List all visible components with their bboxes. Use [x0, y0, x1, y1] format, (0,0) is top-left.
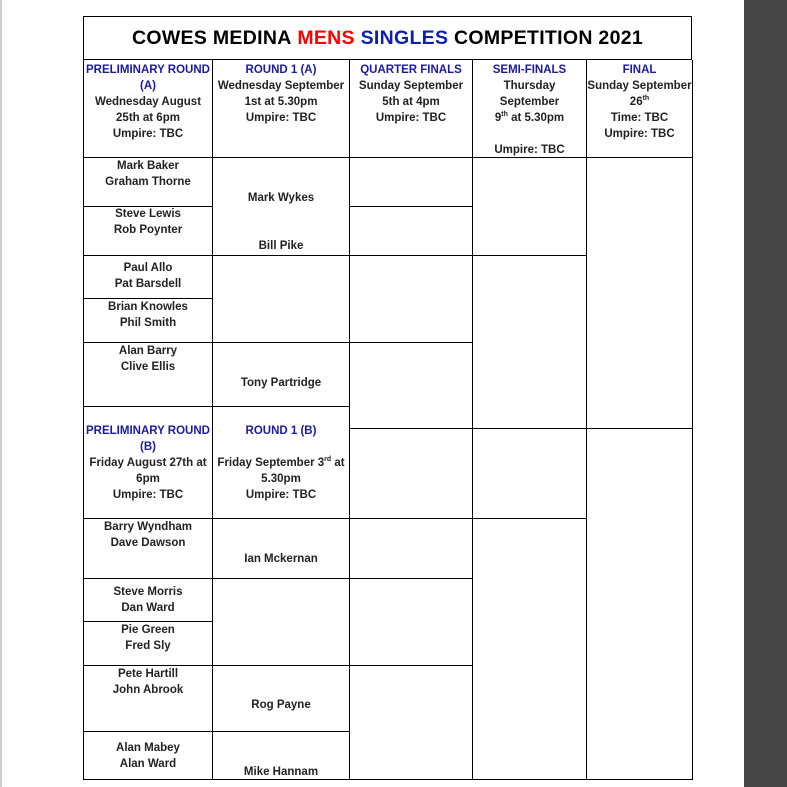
- match-prelim-b-4: [84, 666, 212, 698]
- grid-line: [83, 578, 472, 579]
- header-date: Wednesday August: [94, 96, 202, 108]
- player-name: Steve Lewis: [115, 208, 181, 220]
- header-label: PRELIMINARY ROUND (A): [86, 64, 210, 92]
- header-date: Sunday September: [358, 80, 464, 92]
- header-label: ROUND 1 (A): [245, 64, 317, 76]
- player-name: Steve Morris: [113, 586, 183, 598]
- match-prelim-b-2: [84, 584, 212, 616]
- header-time: 5.30pm: [261, 473, 301, 485]
- header-umpire: Umpire: TBC: [112, 128, 184, 140]
- header-spacer: [473, 126, 586, 142]
- header-umpire: Umpire: TBC: [245, 112, 317, 124]
- player-name: Dan Ward: [121, 602, 175, 614]
- match-prelim-a-3: [84, 260, 212, 292]
- viewer-left-edge: [0, 0, 2, 787]
- header-time: 9th at 5.30pm: [494, 111, 565, 124]
- header-time: 6pm: [136, 473, 160, 485]
- header-umpire: Umpire: TBC: [245, 489, 317, 501]
- player-name: Alan Barry: [118, 345, 178, 357]
- player-name: Alan Ward: [119, 758, 177, 770]
- player-name: Bill Pike: [258, 240, 304, 252]
- grid-line: [349, 428, 693, 429]
- competition-title: [83, 16, 692, 60]
- player-name: Phil Smith: [119, 317, 177, 329]
- header-day: 26th: [629, 95, 650, 108]
- header-round-1-b: [213, 423, 349, 503]
- header-final: [587, 62, 692, 142]
- header-date: Friday September 3rd at: [217, 456, 345, 469]
- title-part-singles: SINGLES: [360, 26, 449, 49]
- title-part-mens: MENS: [297, 26, 355, 49]
- header-date: Friday August 27th at: [89, 457, 207, 469]
- header-umpire: Umpire: TBC: [494, 144, 565, 156]
- header-label: SEMI-FINALS: [492, 64, 567, 76]
- title-part-club: COWES MEDINA: [131, 26, 292, 49]
- header-date: Wednesday September: [217, 80, 345, 92]
- header-time: 5th at 4pm: [382, 96, 440, 108]
- header-preliminary-round-b: [84, 423, 212, 503]
- match-prelim-a-1: [84, 158, 212, 190]
- header-preliminary-round-a: [84, 62, 212, 142]
- header-time: 25th at 6pm: [116, 112, 180, 124]
- match-prelim-b-5: [84, 740, 212, 772]
- player-name: Pat Barsdell: [114, 278, 182, 290]
- player-name: Pete Hartill: [117, 668, 179, 680]
- header-label: ROUND 1 (B): [245, 425, 317, 437]
- grid-line: [586, 60, 587, 780]
- player-name: Mike Hannam: [243, 766, 319, 778]
- header-umpire: Umpire: TBC: [112, 489, 184, 501]
- header-umpire: Umpire: TBC: [604, 128, 675, 140]
- header-quarter-finals: [350, 62, 472, 126]
- match-prelim-b-3: [84, 622, 212, 654]
- header-time: Time: TBC: [610, 112, 669, 124]
- title-part-competition: COMPETITION 2021: [454, 26, 644, 49]
- match-prelim-a-4: [84, 299, 212, 331]
- header-label: PRELIMINARY ROUND (B): [86, 425, 210, 453]
- player-name: John Abrook: [112, 684, 184, 696]
- player-name: Alan Mabey: [116, 742, 180, 754]
- header-label: QUARTER FINALS: [360, 64, 462, 76]
- player-name: Tony Partridge: [240, 377, 322, 389]
- header-round-1-a: [213, 62, 349, 126]
- player-name: Rog Payne: [251, 699, 311, 711]
- player-name: Ian Mckernan: [244, 553, 318, 565]
- player-name: Rob Poynter: [113, 224, 183, 236]
- player-name: Brian Knowles: [108, 301, 188, 313]
- grid-line: [692, 60, 693, 780]
- viewer-background: [744, 0, 787, 787]
- grid-line: [83, 406, 349, 407]
- player-name: Pie Green: [121, 624, 175, 636]
- player-name: Clive Ellis: [120, 361, 176, 373]
- header-label: FINAL: [622, 64, 657, 76]
- grid-line: [212, 60, 213, 780]
- player-name: Mark Wykes: [247, 192, 315, 204]
- player-name: Barry Wyndham: [104, 521, 192, 533]
- header-date: Thursday September: [499, 80, 560, 108]
- header-spacer: [213, 439, 349, 455]
- match-prelim-b-1: [84, 519, 212, 551]
- header-umpire: Umpire: TBC: [375, 112, 447, 124]
- player-name: Dave Dawson: [110, 537, 186, 549]
- player-name: Paul Allo: [123, 262, 173, 274]
- match-prelim-a-5: [84, 343, 212, 375]
- match-prelim-a-2: [84, 206, 212, 238]
- player-name: Graham Thorne: [105, 176, 191, 188]
- player-name: Mark Baker: [116, 160, 179, 172]
- header-time: 1st at 5.30pm: [244, 96, 318, 108]
- header-date: Sunday September: [587, 80, 692, 92]
- grid-line: [83, 255, 586, 256]
- grid-line: [472, 60, 473, 780]
- player-name: Fred Sly: [125, 640, 171, 652]
- grid-line: [83, 779, 693, 780]
- header-semi-finals: [473, 62, 586, 158]
- grid-line: [83, 731, 349, 732]
- grid-line: [349, 60, 350, 780]
- grid-line: [349, 206, 472, 207]
